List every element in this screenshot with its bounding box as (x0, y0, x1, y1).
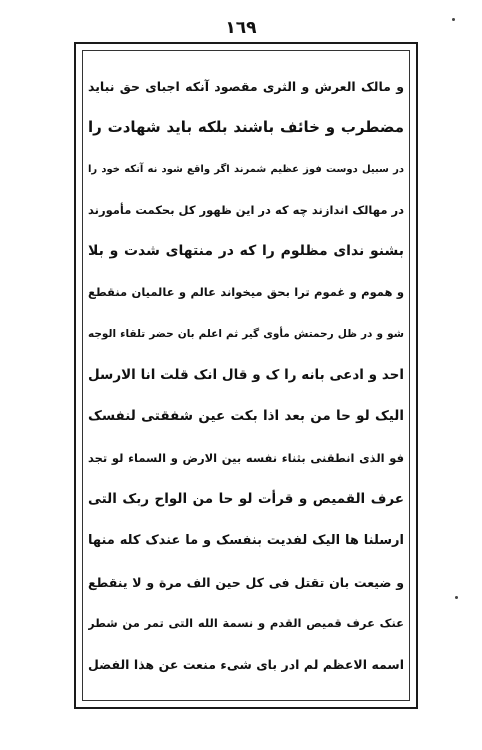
manuscript-text (88, 66, 404, 696)
text-line: الیک لو حا من بعد اذا بکت عین شفقتی لنفسک (88, 408, 404, 425)
text-line: ارسلنا ها الیک لفدیت بنفسک و ما عندک کله منها (88, 533, 404, 549)
text-line: اسمه الاعظم لم ادر بای شیء منعت عن هذا الفضل (88, 657, 404, 673)
text-line: احد و ادعی بانه را ک و قال انک قلت انا الارسل (88, 367, 404, 384)
ink-speck (455, 596, 458, 599)
text-line: شو و در ظل رحمتش مأوی گیر ثم اعلم بان حضر تلقاء الوجه (88, 327, 404, 340)
text-line: بشنو ندای مظلوم را که در منتهای شدت و بلا (88, 243, 404, 260)
text-line: مضطرب و خائف باشند بلکه باید شهادت را (88, 118, 404, 137)
text-line: فو الذی انطقنی بثناء نفسه بین الارض و السماء لو تجد (88, 450, 404, 465)
text-line: عرف القمیص و قرأت لو حا من الواح ربک التی (88, 490, 404, 507)
text-line: و ضیعت بان تقتل فی کل حین الف مرة و لا ینقطع (88, 574, 404, 590)
text-line: و هموم و غموم ترا بحق میخواند عالم و عالمیان منقطع (88, 285, 404, 300)
text-line: عنک عرف قمیص القدم و نسمة الله التی تمر من شطر (88, 615, 404, 630)
text-line: در مهالک اندازند چه که در این ظهور کل بحکمت مأمورند (88, 202, 404, 217)
text-line: در سبیل دوست فوز عظیم شمرند اگر واقع شود نه آنکه خود را (88, 163, 404, 175)
text-line: و مالک العرش و الثری مقصود آنکه اجبای حق نباید (88, 79, 404, 94)
page-number: ١٦٩ (225, 18, 257, 38)
ink-speck (452, 18, 455, 21)
